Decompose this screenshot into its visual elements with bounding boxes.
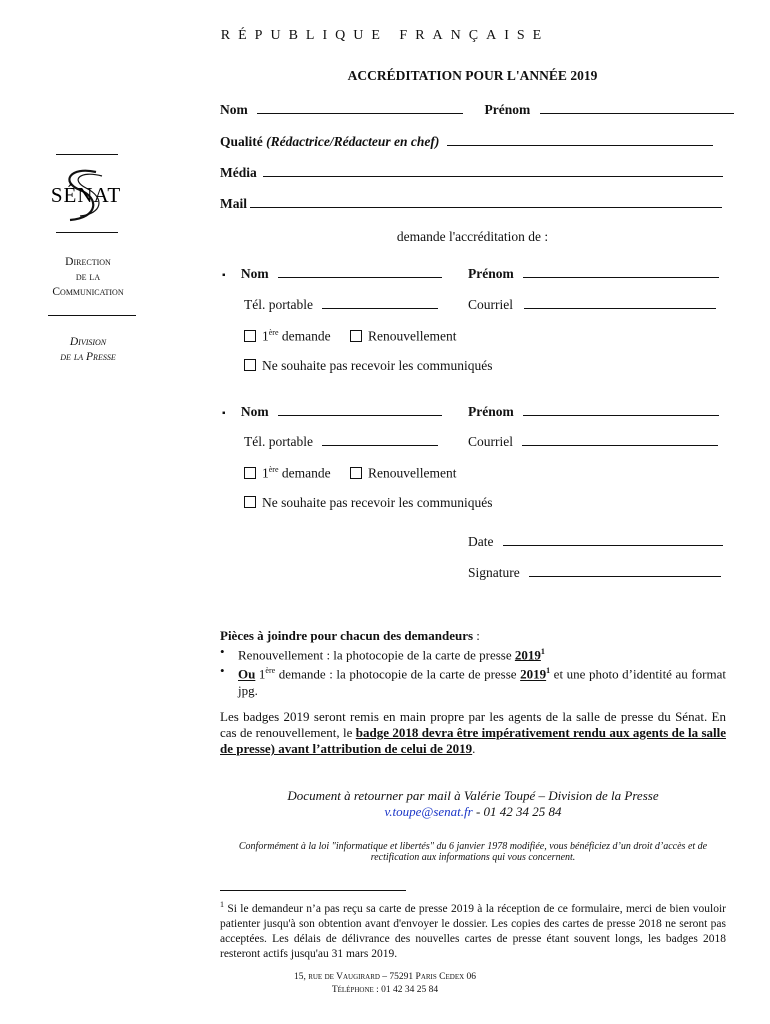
- mail-label: Mail: [220, 196, 247, 211]
- applicant1-courriel-field[interactable]: [524, 297, 716, 309]
- bullet-icon: ▪: [222, 270, 226, 281]
- applicant1-tel-field[interactable]: [322, 297, 438, 309]
- media-field[interactable]: [263, 165, 723, 177]
- signature-label: Signature: [468, 565, 520, 580]
- applicant2-nom-field[interactable]: [278, 404, 442, 416]
- applicant2-no-comms-checkbox[interactable]: [244, 496, 256, 508]
- documents-item-renewal: [220, 644, 726, 663]
- logo-top-rule: [56, 154, 118, 155]
- item2-year: 2019: [520, 666, 547, 682]
- footnote-rule: [220, 890, 406, 891]
- applicant2-courriel-row: [468, 434, 718, 450]
- nom-label: Nom: [220, 102, 248, 117]
- applicant1-prenom-field[interactable]: [523, 266, 719, 278]
- applicant2-prenom-field[interactable]: [523, 404, 719, 416]
- applicant2-tel-label: Tél. portable: [244, 434, 313, 449]
- applicant2-renewal-checkbox[interactable]: [350, 467, 362, 479]
- item2-text2: et une photo d’identité au format jpg.: [238, 666, 726, 698]
- applicant2-nom-label: Nom: [240, 404, 269, 419]
- badges-paragraph: [220, 709, 726, 757]
- applicant1-name-row: [222, 266, 442, 282]
- return-line: Document à retourner par mail à Valérie Toupé – Division de la Presse: [287, 788, 659, 803]
- applicant1-prenom-label: Prénom: [468, 266, 514, 281]
- return-email-link[interactable]: v.toupe@senat.fr: [384, 804, 473, 819]
- applicant1-first-request-label: demande: [281, 328, 331, 344]
- media-row: [220, 165, 723, 181]
- return-phone: - 01 42 34 25 84: [472, 804, 562, 819]
- prenom-label: Prénom: [484, 102, 531, 117]
- footnote: [220, 897, 726, 962]
- item1-footnote-ref: 1: [540, 647, 545, 656]
- badges-text: Les badges 2019 seront remis en main propre par les agents de la salle de presse du Sénat. En cas de renouvellement, le: [220, 709, 726, 740]
- direction-line1: Direction: [65, 256, 111, 268]
- applicant2-first-request-num: 1: [262, 465, 269, 481]
- applicant2-no-comms-row: [244, 495, 493, 511]
- qualite-hint: (Rédactrice/Rédacteur en chef): [266, 134, 440, 149]
- request-text: demande l'accréditation de :: [396, 229, 549, 244]
- footnote-marker: 1: [220, 900, 224, 909]
- applicant2-request-type-row: [244, 465, 456, 482]
- division-line1: Division: [69, 336, 107, 348]
- sidebar-divider: [48, 315, 136, 316]
- qualite-field[interactable]: [447, 134, 713, 146]
- applicant1-renewal-label: Renouvellement: [368, 328, 457, 344]
- applicant2-first-request-checkbox[interactable]: [244, 467, 256, 479]
- applicant1-courriel-label: Courriel: [468, 297, 513, 312]
- footer-address: 15, rue de Vaugirard – 75291 Paris Cedex 06: [293, 972, 477, 982]
- bullet-dot-icon: •: [220, 644, 225, 659]
- applicant1-nom-label: Nom: [240, 266, 269, 281]
- applicant2-prenom-row: [468, 404, 719, 420]
- qualite-label: Qualité: [220, 134, 263, 149]
- applicant2-courriel-label: Courriel: [468, 434, 513, 449]
- applicant2-renewal-label: Renouvellement: [368, 465, 457, 481]
- applicant1-first-request-num: 1: [262, 328, 269, 344]
- direction-label: [20, 255, 156, 300]
- applicant2-prenom-label: Prénom: [468, 404, 514, 419]
- applicant2-name-row: [222, 404, 442, 420]
- applicant1-no-comms-checkbox[interactable]: [244, 359, 256, 371]
- signature-field[interactable]: [529, 565, 721, 577]
- qualite-row: [220, 134, 713, 150]
- applicant1-tel-row: [244, 297, 438, 313]
- badges-bold: badge 2018 devra être impérativement rendu aux agents de la salle de presse) avant l’attribution de celui de 2019: [220, 725, 727, 756]
- applicant2-first-request-sup: ère: [268, 465, 279, 474]
- item1-text: Renouvellement : la photocopie de la carte de presse: [238, 647, 515, 663]
- direction-line3: Communication: [52, 286, 124, 298]
- applicant2-tel-row: [244, 434, 438, 450]
- footnote-text: Si le demandeur n’a pas reçu sa carte de presse 2019 à la réception de ce formulaire, merci de bien vouloir patienter jusqu'à son obtention avant d'envoyer le dossier. Les copies des cartes de presse 2018 ne seront pas acceptées. Les délais de délivrance des nouvelles cartes de presse étant souvent longs, les badges 2018 resteront actifs jusqu'au 31 mars 2019.: [220, 902, 726, 960]
- logo-bottom-rule: [56, 232, 118, 233]
- applicant1-prenom-row: [468, 266, 719, 282]
- form-title: ACCRÉDITATION POUR L'ANNÉE 2019: [347, 68, 598, 83]
- applicant1-first-request-checkbox[interactable]: [244, 330, 256, 342]
- signature-row: [468, 565, 721, 581]
- applicant1-no-comms-label: Ne souhaite pas recevoir les communiqués: [262, 358, 493, 373]
- item2-num: 1: [255, 666, 266, 682]
- applicant2-first-request-label: demande: [281, 465, 331, 481]
- bullet-dot-icon: •: [220, 663, 225, 679]
- senat-logo: [40, 164, 132, 226]
- documents-heading-colon: :: [473, 628, 480, 643]
- mail-row: [220, 196, 722, 212]
- item2-sup: ère: [265, 666, 276, 676]
- documents-heading-row: [220, 628, 726, 644]
- documents-heading: Pièces à joindre pour chacun des demandeurs: [220, 628, 474, 643]
- date-row: [468, 534, 723, 550]
- item1-year: 2019: [514, 647, 541, 663]
- documents-item-first: [220, 663, 726, 698]
- return-contact: [220, 804, 726, 820]
- item2-footnote-ref: 1: [546, 666, 551, 676]
- division-label: [20, 335, 156, 365]
- direction-line2: de la: [75, 271, 101, 283]
- prenom-field[interactable]: [540, 102, 734, 114]
- applicant1-tel-label: Tél. portable: [244, 297, 313, 312]
- applicant2-courriel-field[interactable]: [522, 434, 718, 446]
- badges-end: .: [472, 741, 476, 756]
- applicant1-first-request-sup: ère: [268, 328, 279, 337]
- media-label: Média: [220, 165, 257, 180]
- date-field[interactable]: [503, 534, 723, 546]
- footer-phone: Téléphone : 01 42 34 25 84: [331, 985, 439, 995]
- return-info: [220, 788, 726, 820]
- bullet-icon: ▪: [222, 408, 226, 419]
- applicant2-tel-field[interactable]: [322, 434, 438, 446]
- mail-field[interactable]: [250, 196, 722, 208]
- applicant1-renewal-checkbox[interactable]: [350, 330, 362, 342]
- division-line2: de la Presse: [60, 351, 116, 363]
- documents-section: [220, 628, 726, 699]
- applicant1-request-type-row: [244, 328, 456, 345]
- item2-ou: Ou: [238, 666, 256, 682]
- republique-francaise-header: RÉPUBLIQUE FRANÇAISE: [220, 28, 550, 43]
- legal-notice: Conformément à la loi "informatique et libertés" du 6 janvier 1978 modifiée, vous bénéficiez d’un droit d’accès et de rectification aux informations qui vous concernent.: [238, 841, 708, 863]
- date-label: Date: [468, 534, 494, 549]
- logo-text: SÉNAT: [50, 183, 122, 207]
- applicant1-nom-field[interactable]: [278, 266, 442, 278]
- applicant1-no-comms-row: [244, 358, 493, 374]
- item2-text: demande : la photocopie de la carte de presse: [275, 666, 521, 682]
- applicant1-courriel-row: [468, 297, 716, 313]
- nom-field[interactable]: [257, 102, 463, 114]
- applicant2-no-comms-label: Ne souhaite pas recevoir les communiqués: [262, 495, 493, 510]
- nom-row: [220, 102, 734, 118]
